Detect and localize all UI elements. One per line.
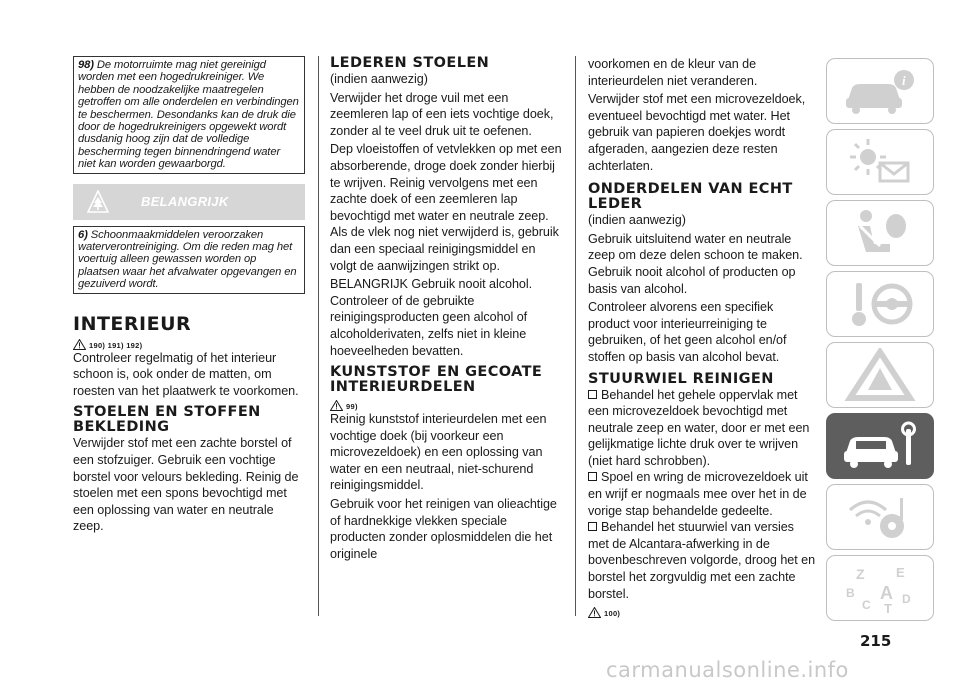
warning-triangle-icon	[588, 607, 601, 618]
warning-lights-icon	[840, 135, 920, 189]
lederen-paragraph-2: Dep vloeistoffen of vetvlekken op met een absorberende, droge doek zonder hierbij te wrijven. Reinig vervolgens met een zachte doek of een zeemleren lap bevochtigd met water en neutrale zeep. Als de vlek nog niet verwijderd is, gebruik dan een speciaal reinigingsmiddel en volgt de aanwijzingen strikt op.	[330, 142, 562, 273]
note-6-number: 6)	[78, 228, 88, 241]
kunststof-paragraph-1: Reinig kunststof interieurdelen met een vochtige doek (bij voorkeur een microvezeldoek) en een oplossing van water en een neutraal, niet-schurend reinigingsmiddel.	[330, 412, 547, 493]
note-6-text: Schoonmaakmiddelen veroorzaken waterverontreiniging. Om die reden mag het voertuig alleen gewassen worden op plaatsen waar het afvalwater opgevangen en gezuiverd wordt.	[78, 228, 297, 291]
key-steering-icon	[840, 277, 920, 331]
tab-car-maintenance[interactable]	[826, 413, 934, 479]
stuurwiel-refs-text: 100)	[604, 609, 621, 619]
car-info-icon	[840, 64, 920, 118]
interieur-refs-text: 190) 191) 192)	[89, 340, 143, 350]
index-letter: T	[884, 601, 892, 615]
section-title-lederen-stoelen: LEDEREN STOELEN	[330, 55, 490, 71]
section-title-kunststof: KUNSTSTOF EN GECOATE INTERIEURDELEN	[330, 364, 543, 396]
continued-paragraph-1: voorkomen en de kleur van de interieurdelen niet veranderen.	[588, 57, 758, 88]
warning-banner	[73, 184, 305, 220]
tab-warning-lights[interactable]	[826, 129, 934, 195]
index-letter: B	[846, 586, 855, 600]
column-divider	[318, 56, 319, 616]
kunststof-references	[330, 397, 562, 411]
lederen-paragraph-1: Verwijder het droge vuil met een zeemleren lap of een iets vochtige doek, zonder al te veel druk uit te oefenen.	[330, 90, 554, 138]
svg-text:i: i	[902, 73, 906, 88]
environment-tree-icon	[87, 190, 109, 214]
column-divider	[575, 56, 576, 616]
tab-index[interactable]	[826, 555, 934, 621]
lederen-paragraph-3: BELANGRIJK Gebruik nooit alcohol. Controleer of de gebruikte reinigingsproducten geen alcohol of alcoholderivaten, zelfs niet in kleine hoeveelheden bevatten.	[330, 277, 533, 358]
bullet-box-icon	[588, 390, 597, 399]
tab-seat-airbag[interactable]	[826, 200, 934, 266]
chapter-tabs	[826, 58, 934, 626]
note-98-number: 98)	[78, 59, 94, 71]
kunststof-refs-text: 99)	[346, 402, 358, 412]
kunststof-paragraph-2: Gebruik voor het reinigen van olieachtige of hardnekkige vlekken speciale producten zonder oplosmiddelen die het originele	[330, 497, 557, 561]
echt-leder-paragraph-2: Controleer alvorens een specifiek product voor interieurreiniging te gebruiken, of het geen alcohol en/of stoffen op basis van alcohol bevat.	[588, 300, 787, 364]
page-number: 215	[860, 632, 892, 650]
breakdown-triangle-icon	[840, 348, 920, 402]
section-title-echt-leder: ONDERDELEN VAN ECHT LEDER	[588, 181, 793, 213]
interieur-references	[73, 336, 305, 350]
stuurwiel-bullet-2-text: Spoel en wring de microvezeldoek uit en wrijf er nogmaals mee over het in de vorige stap behandelde gedeelte.	[588, 470, 808, 518]
settings-music-icon	[840, 490, 920, 544]
stuurwiel-bullet-1-text: Behandel het gehele oppervlak met een microvezeldoek bevochtigd met neutrale zeep en water, door er met een gelijkmatige lichte druk over te wrijven (niet hard schrobben).	[588, 387, 810, 468]
watermark: carmanualsonline.info	[606, 658, 849, 682]
stuurwiel-references	[588, 604, 816, 618]
warning-triangle-icon	[73, 339, 86, 350]
tab-settings-music[interactable]	[826, 484, 934, 550]
index-letter: E	[896, 565, 905, 580]
note-6	[73, 226, 305, 294]
note-98	[73, 56, 305, 174]
column-left	[73, 56, 305, 535]
tab-key-steering[interactable]	[826, 271, 934, 337]
echt-leder-subtitle: (indien aanwezig)	[588, 213, 686, 228]
index-letter: A	[880, 583, 893, 603]
index-letter: C	[862, 598, 871, 612]
section-title-stuurwiel: STUURWIEL REINIGEN	[588, 370, 774, 387]
index-letter: Z	[856, 566, 865, 582]
section-title-stoelen: STOELEN EN STOFFEN BEKLEDING	[73, 404, 261, 436]
index-letters-icon	[840, 561, 920, 615]
stoelen-text: Verwijder stof met een zachte borstel of een stofzuiger. Gebruik een vochtige borstel voor velours bekleding. Reinig de stoelen met een spons bevochtigd met een oplossing van water en neutrale zeep.	[73, 436, 299, 534]
bullet-box-icon	[588, 522, 597, 531]
stuurwiel-bullet-3-text: Behandel het stuurwiel van versies met de Alcantara-afwerking in de bovenbeschreven volgorde, droog het en borstel het zorgvuldig met een zachte borstel.	[588, 520, 816, 601]
car-maintenance-icon	[840, 419, 920, 473]
tab-breakdown[interactable]	[826, 342, 934, 408]
interieur-text: Controleer regelmatig of het interieur schoon is, ook onder de matten, om roesten van het plaatwerk te voorkomen.	[73, 350, 299, 398]
column-middle	[330, 56, 562, 562]
continued-paragraph-2: Verwijder stof met een microvezeldoek, eventueel bevochtigd met water. Het gebruik van papieren doekjes wordt afgeraden, aangezien deze resten achterlaten.	[588, 92, 806, 173]
seat-airbag-icon	[840, 206, 920, 260]
echt-leder-paragraph-1: Gebruik uitsluitend water en neutrale zeep om deze delen schoon te maken. Gebruik nooit alcohol of producten op basis van alcohol.	[588, 231, 803, 296]
lederen-subtitle: (indien aanwezig)	[330, 72, 428, 86]
section-title-interieur: INTERIEUR	[73, 312, 192, 335]
warning-triangle-icon	[330, 400, 343, 411]
column-right	[588, 56, 816, 618]
stuurwiel-bullet-3	[588, 519, 816, 602]
tab-car-info[interactable]	[826, 58, 934, 124]
warning-title: BELANGRIJK	[141, 194, 229, 210]
index-letter: D	[902, 592, 911, 606]
stuurwiel-bullet-2	[588, 469, 816, 519]
stuurwiel-bullet-1	[588, 387, 816, 470]
bullet-box-icon	[588, 472, 597, 481]
note-98-text: De motorruimte mag niet gereinigd worden met een hogedrukreiniger. We hebben de noodzakelijke maatregelen getroffen om alle onderdelen en verbindingen te beschermen. Desondanks kan de druk die door de hogedrukreinigers opgewekt wordt dusdanig hoog zijn dat de volledige bescherming tegen binnendringend water niet kan worden gewaarborgd.	[78, 59, 299, 171]
